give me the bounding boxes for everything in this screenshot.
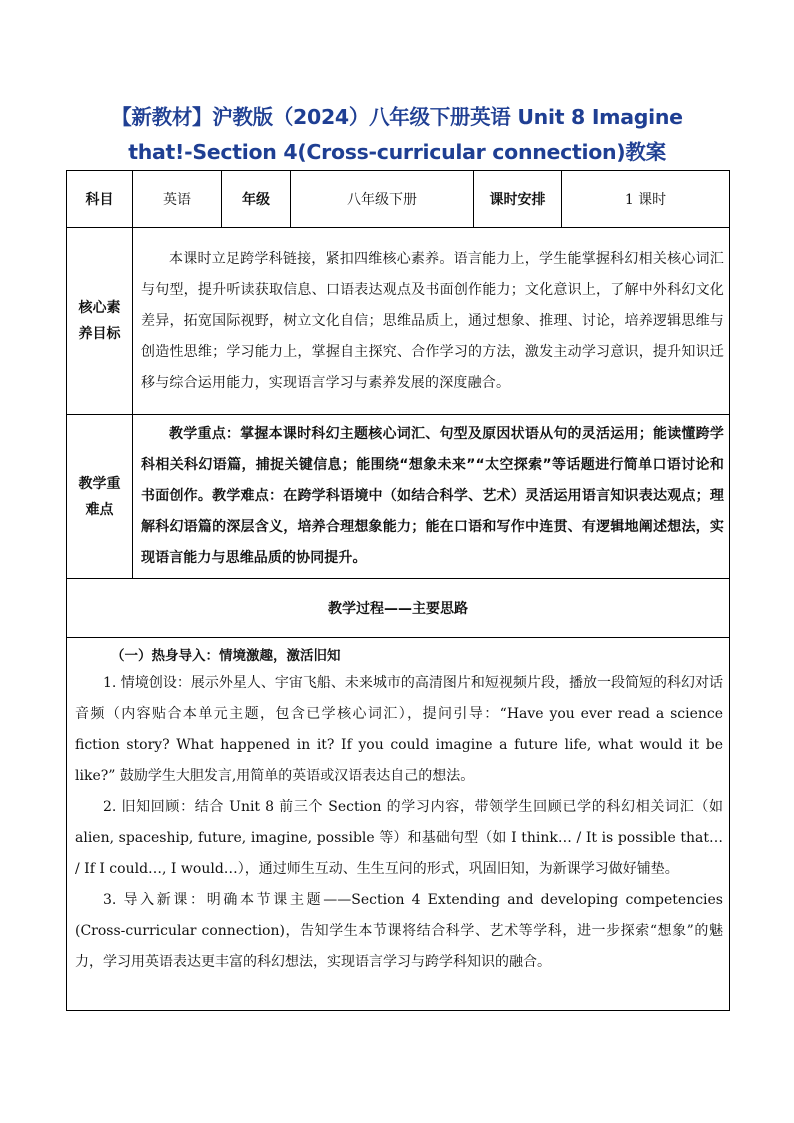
core-goals-text: 本课时立足跨学科链接，紧扣四维核心素养。语言能力上，学生能掌握科幻相关核心词汇与句型，提升听读获取信息、口语表达观点及书面创作能力；文化意识上，了解中外科幻文化差异，拓宽国际视野，树立文化自信；思维品质上，通过想象、推理、讨论，培养逻辑思维与创造性思维；学习能力上，掌握自主探究、合作学习的方法，激发主动学习意识，提升知识迁移与综合运用能力，实现语言学习与素养发展的深度融合。 <box>141 250 724 391</box>
header-row <box>67 171 730 228</box>
key-points-row <box>67 415 730 579</box>
core-goals-label-line-2: 养目标 <box>78 326 121 342</box>
lesson-plan-table <box>66 170 730 1011</box>
key-points-text: 教学重点：掌握本课时科幻主题核心词汇、句型及原因状语从句的灵活运用；能读懂跨学科相关科幻语篇，捕捉关键信息；能围绕“想象未来”“太空探索”等话题进行简单口语讨论和书面创作。教学难点：在跨学科语境中（如结合科学、艺术）灵活运用语言知识表达观点；理解科幻语篇的深层含义，培养合理想象能力；能在口语和写作中连贯、有逻辑地阐述想法，实现语言能力与思维品质的协同提升。 <box>141 426 724 566</box>
grade-value: 八年级下册 <box>291 171 474 228</box>
grade-label: 年级 <box>222 171 291 228</box>
document-title-line-1: 【新教材】沪教版（2024）八年级下册英语 Unit 8 Imagine <box>111 105 683 129</box>
key-points-label <box>67 415 133 579</box>
document-title <box>60 100 734 170</box>
core-goals-label <box>67 228 133 415</box>
process-item-3: 3. 导入新课：明确本节课主题——Section 4 Extending and developing competencies (Cross-curricular connection)，告知学生本节课将结合科学、艺术等学科，进一步探索“想象”的魅力，学习用英语表达更丰富的科幻想法，实现语言学习与跨学科知识的融合。 <box>75 892 723 970</box>
process-body-row <box>67 638 730 1011</box>
subject-value: 英语 <box>133 171 222 228</box>
warm-up-section-title: （一）热身导入：情境激趣，激活旧知 <box>111 648 341 664</box>
core-goals-text-cell <box>133 228 730 415</box>
hours-value: 1 课时 <box>562 171 730 228</box>
core-goals-label-line-1: 核心素 <box>78 300 121 316</box>
hours-label: 课时安排 <box>474 171 562 228</box>
key-points-label-line-2: 难点 <box>85 501 114 518</box>
subject-label: 科目 <box>67 171 133 228</box>
process-item-2: 2. 旧知回顾：结合 Unit 8 前三个 Section 的学习内容，带领学生回顾已学的科幻相关词汇（如 alien, spaceship, future, imagine, possible 等）和基础句型（如 I think… / It is possible that… / If I could…, I would…），通过师生互动、生生互问的形式，巩固旧知，为新课学习做好铺垫。 <box>75 799 723 877</box>
document-title-line-2: that!-Section 4(Cross-curricular connection)教案 <box>128 140 666 164</box>
key-points-text-cell <box>133 415 730 579</box>
process-heading: 教学过程——主要思路 <box>67 579 730 638</box>
process-item-1: 1. 情境创设：展示外星人、宇宙飞船、未来城市的高清图片和短视频片段，播放一段简短的科幻对话音频（内容贴合本单元主题，包含已学核心词汇），提问引导：“Have you ever read a science fiction story? What happened in it? If you could imagine a future life, what would it be like?” 鼓励学生大胆发言,用简单的英语或汉语表达自己的想法。 <box>75 675 723 784</box>
core-goals-row <box>67 228 730 415</box>
process-header-row <box>67 579 730 638</box>
process-body <box>67 638 730 1011</box>
key-points-label-line-1: 教学重 <box>78 475 121 492</box>
